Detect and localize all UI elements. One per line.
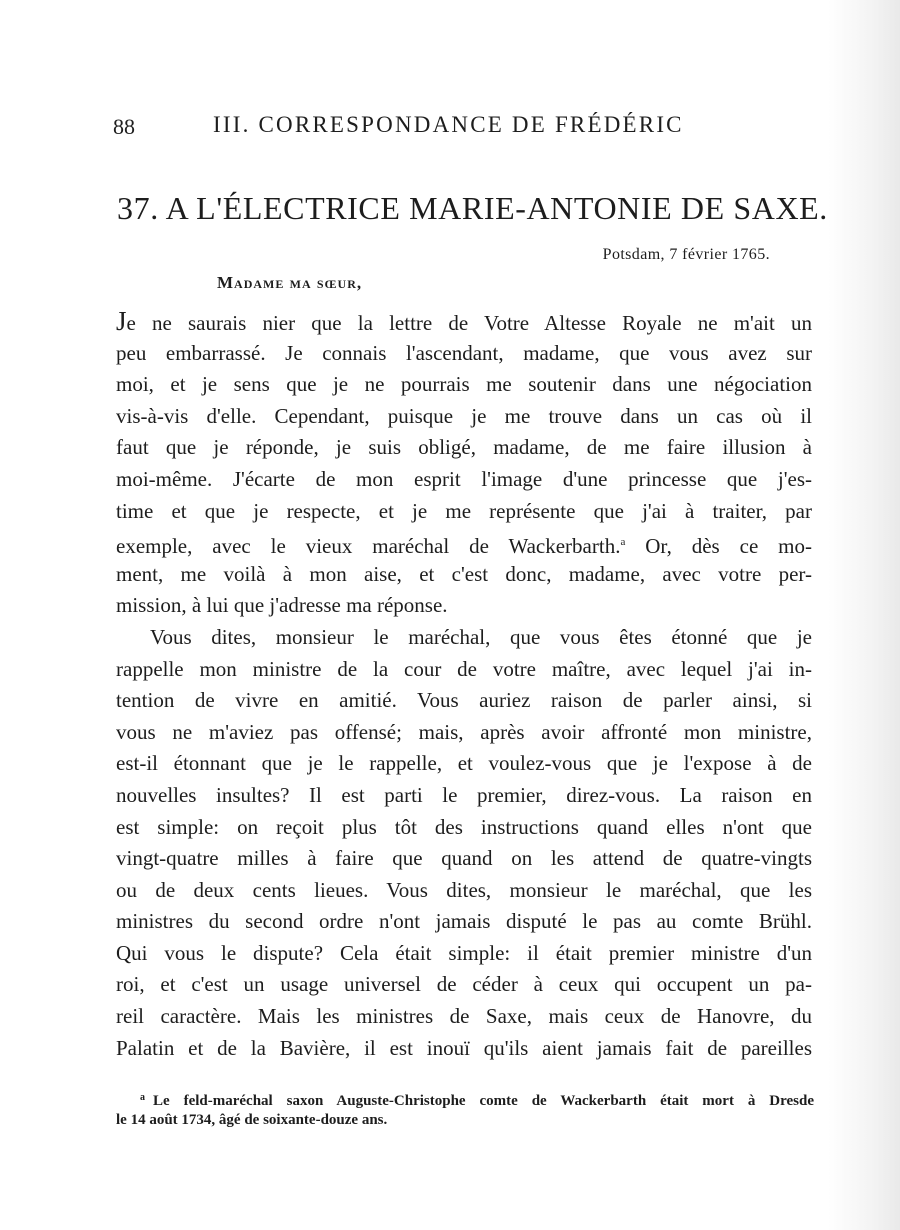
text-line: ment, me voilà à mon aise, et c'est donc, madame, avec votre per-	[116, 561, 812, 586]
footnote-ref[interactable]: a	[620, 536, 626, 549]
text-line: Palatin et de la Bavière, il est inouï qu'ils aient jamais fait de pareilles	[116, 1035, 812, 1060]
text-line: faut que je réponde, je suis obligé, madame, de me faire illusion à	[116, 435, 812, 460]
text-segment: Or, dès ce mo-	[645, 534, 812, 559]
text-line: vis-à-vis d'elle. Cependant, puisque je me trouve dans un cas où il	[116, 403, 812, 428]
letter-title: 37. A L'ÉLECTRICE MARIE-ANTONIE DE SAXE.	[117, 190, 828, 226]
text-line: mission, à lui que j'adresse ma réponse.	[116, 593, 448, 618]
dateline: Potsdam, 7 février 1765.	[602, 246, 770, 263]
footnote	[116, 1087, 814, 1131]
text-line: nouvelles insultes? Il est parti le premier, direz-vous. La raison en	[116, 782, 812, 807]
text-line: moi-même. J'écarte de mon esprit l'image d'une princesse que j'es-	[116, 466, 812, 491]
text-line: roi, et c'est un usage universel de céder à ceux qui occupent un pa-	[116, 972, 812, 997]
text-line: moi, et je sens que je ne pourrais me soutenir dans une négociation	[116, 372, 812, 397]
letter-body	[116, 306, 812, 1064]
text-line: Je ne saurais nier que la lettre de Votre Altesse Royale ne m'ait un	[116, 306, 812, 336]
footnote-line: le 14 août 1734, âgé de soixante-douze ans.	[116, 1112, 388, 1128]
text-line: reil caractère. Mais les ministres de Saxe, mais ceux de Hanovre, du	[116, 1004, 812, 1029]
text-line-with-footnote-ref	[116, 527, 812, 559]
salutation: Madame ma sœur,	[217, 273, 363, 292]
text-line: Qui vous le dispute? Cela était simple: il était premier ministre d'un	[116, 940, 812, 965]
text-segment: exemple, avec le vieux maréchal de Wackerbarth.	[116, 534, 621, 559]
footnote-marker: a	[140, 1092, 145, 1103]
text-line: est simple: on reçoit plus tôt des instructions quand elles n'ont que	[116, 814, 812, 839]
text-line: vingt-quatre milles à faire que quand on les attend de quatre-vingts	[116, 846, 812, 871]
text-line: time et que je respecte, et je me représente que j'ai à traiter, par	[116, 498, 812, 523]
text-line: Vous dites, monsieur le maréchal, que vous êtes étonné que je	[150, 624, 812, 649]
running-head	[113, 108, 713, 142]
text-line: tention de vivre en amitié. Vous auriez raison de parler ainsi, si	[116, 688, 812, 713]
footnote-line	[116, 1087, 814, 1109]
text-line: ou de deux cents lieues. Vous dites, monsieur le maréchal, que les	[116, 877, 812, 902]
text-line: ministres du second ordre n'ont jamais disputé le pas au comte Brühl.	[116, 909, 812, 934]
footnote-text: Le feld-maréchal saxon Auguste-Christophe comte de Wackerbarth était mort à Dresde	[153, 1093, 814, 1109]
text-line: est-il étonnant que je le rappelle, et voulez-vous que je l'expose à de	[116, 751, 812, 776]
running-title: III. CORRESPONDANCE DE FRÉDÉRIC	[213, 112, 684, 137]
page-number: 88	[113, 114, 135, 139]
text-line: rappelle mon ministre de la cour de votre maître, avec lequel j'ai in-	[116, 656, 812, 681]
text-line: vous ne m'aviez pas offensé; mais, après avoir affronté mon ministre,	[116, 719, 812, 744]
text-line: peu embarrassé. Je connais l'ascendant, madame, que vous avez sur	[116, 340, 812, 365]
